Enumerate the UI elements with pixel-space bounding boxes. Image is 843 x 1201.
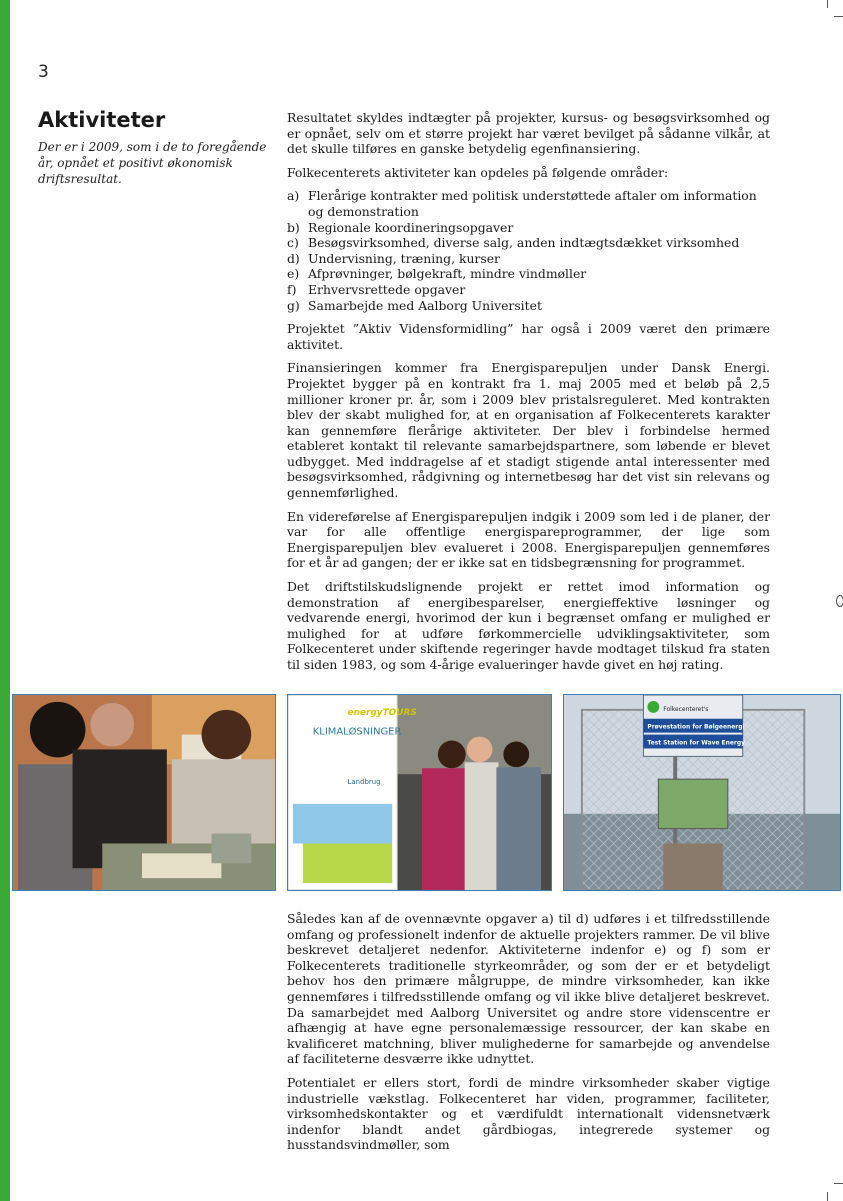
activity-list <box>287 188 770 313</box>
photo-workshop <box>12 694 276 891</box>
continued-text-column <box>287 911 770 1161</box>
svg-text:Test Station for Wave Energy: Test Station for Wave Energy <box>647 739 745 747</box>
list-item: g) Samarbejde med Aalborg Universitet <box>287 297 542 313</box>
list-item: b) Regionale koordineringsopgaver <box>287 219 514 235</box>
svg-text:Prøvestation for Bølgeenergi: Prøvestation for Bølgeenergi <box>647 723 745 731</box>
crop-mark-bottom <box>827 1192 828 1201</box>
svg-text:KLIMALØSNINGER: KLIMALØSNINGER <box>312 726 402 738</box>
paragraph: En videreførelse af Energisparepuljen indgik i 2009 som led i de planer, der var for alle offentlige energispareprogrammer, der lige som Energisparepuljen blev evalueret i 2008. Energisparepuljen gennemføres for et år ad gangen; der er ikke sat en tidsbegrænsning for programmet. <box>287 508 770 571</box>
green-edge-bar <box>0 0 10 1201</box>
list-item: a) Flerårige kontrakter med politisk understøttede aftaler om information og demonstration <box>287 188 757 219</box>
registration-mark <box>836 595 843 607</box>
svg-text:Landbrug: Landbrug <box>347 778 381 787</box>
section-heading: Aktiviteter <box>38 108 166 132</box>
photo-wave-test-station <box>563 694 841 891</box>
list-item: c) Besøgsvirksomhed, diverse salg, anden indtægtsdækket virksomhed <box>287 235 740 251</box>
paragraph: Det driftstilskudslignende projekt er rettet imod information og demonstration af energibesparelser, energieffektive løsninger og vedvarende energi, hvorimod der kun i begrænset omfang er mulighed er mulighed for at udføre førkommercielle udviklingsaktiviteter, som Folkecenteret under skiftende regeringer havde modtaget tilskud fra staten til siden 1983, og som 4-årige evalueringer havde givet en høj rating. <box>287 579 770 672</box>
intro-text: Der er i 2009, som i de to foregående år, opnået et positivt økonomisk driftsresultat. <box>38 140 267 186</box>
main-text-column <box>287 110 770 681</box>
paragraph: Projektet ”Aktiv Vidensformidling” har også i 2009 været den primære aktivitet. <box>287 321 770 352</box>
crop-mark-bottom-right <box>834 1183 843 1184</box>
svg-text:energyTOURS: energyTOURS <box>347 707 417 718</box>
list-item: d) Undervisning, træning, kurser <box>287 250 500 266</box>
paragraph: Finansieringen kommer fra Energisparepuljen under Dansk Energi. Projektet bygger på en kontrakt fra 1. maj 2005 med et beløb på 2,5 millioner kroner pr. år, som i 2009 blev pristalsreguleret. Med kontrakten blev der skabt mulighed for, at en organisation af Folkecenterets karakter kan gennemføre flerårige aktiviteter. Der blev i forbindelse hermed etableret kontakt til relevante samarbejdspartnere, som løbende er blevet udbygget. Med inddragelse af et stadigt stigende antal interessenter med besøgsvirksomhed, rådgivning og internetbesøg har det vist sin relevans og gennemførlighed. <box>287 360 770 501</box>
paragraph: Folkecenterets aktiviteter kan opdeles på følgende områder: <box>287 164 669 180</box>
crop-mark-top <box>827 0 828 8</box>
paragraph: Resultatet skyldes indtægter på projekter, kursus- og besøgsvirksomhed og er opnået, selv om et større projekt har været bevilget på sådanne vilkår, at det skulle tilføres en ganske betydelig egenfinansiering. <box>287 110 770 157</box>
photo-strip <box>12 694 841 891</box>
photo-exhibition-booth <box>287 694 552 891</box>
list-item: f) Erhvervsrettede opgaver <box>287 281 466 297</box>
list-item: e) Afprøvninger, bølgekraft, mindre vindmøller <box>287 266 587 282</box>
paragraph: Således kan af de ovennævnte opgaver a) til d) udføres i et tilfredsstillende omfang og professionelt indenfor de aktuelle projekters rammer. De vil blive beskrevet detaljeret nedenfor. Aktiviteterne indenfor e) og f) som er Folkecenterets traditionelle styrkeområder, og som der er et betydeligt behov hos den primære målgruppe, de mindre virksomheder, kan ikke gennemføres i tilfredsstillende omfang og vil ikke blive detaljeret beskrevet. Da samarbejdet med Aalborg Universitet og andre store videnscentre er afhængig at have egne personalemæssige ressourcer, der kan skabe en kvalificeret matchning, bliver mulighederne for samarbejde og anvendelse af faciliteterne desværre ikke udnyttet. <box>287 911 770 1067</box>
crop-mark-top-right <box>834 16 843 17</box>
page-number: 3 <box>38 62 49 82</box>
svg-text:Folkecenteret's: Folkecenteret's <box>663 705 709 713</box>
paragraph: Potentialet er ellers stort, fordi de mindre virksomheder skaber vigtige industrielle vækstlag. Folkecenteret har viden, programmer, faciliteter, virksomhedskontakter og et værdifuldt internationalt vidensnetværk indenfor blandt andet gårdbiogas, integrerede systemer og husstandsvindmøller, som <box>287 1074 770 1153</box>
